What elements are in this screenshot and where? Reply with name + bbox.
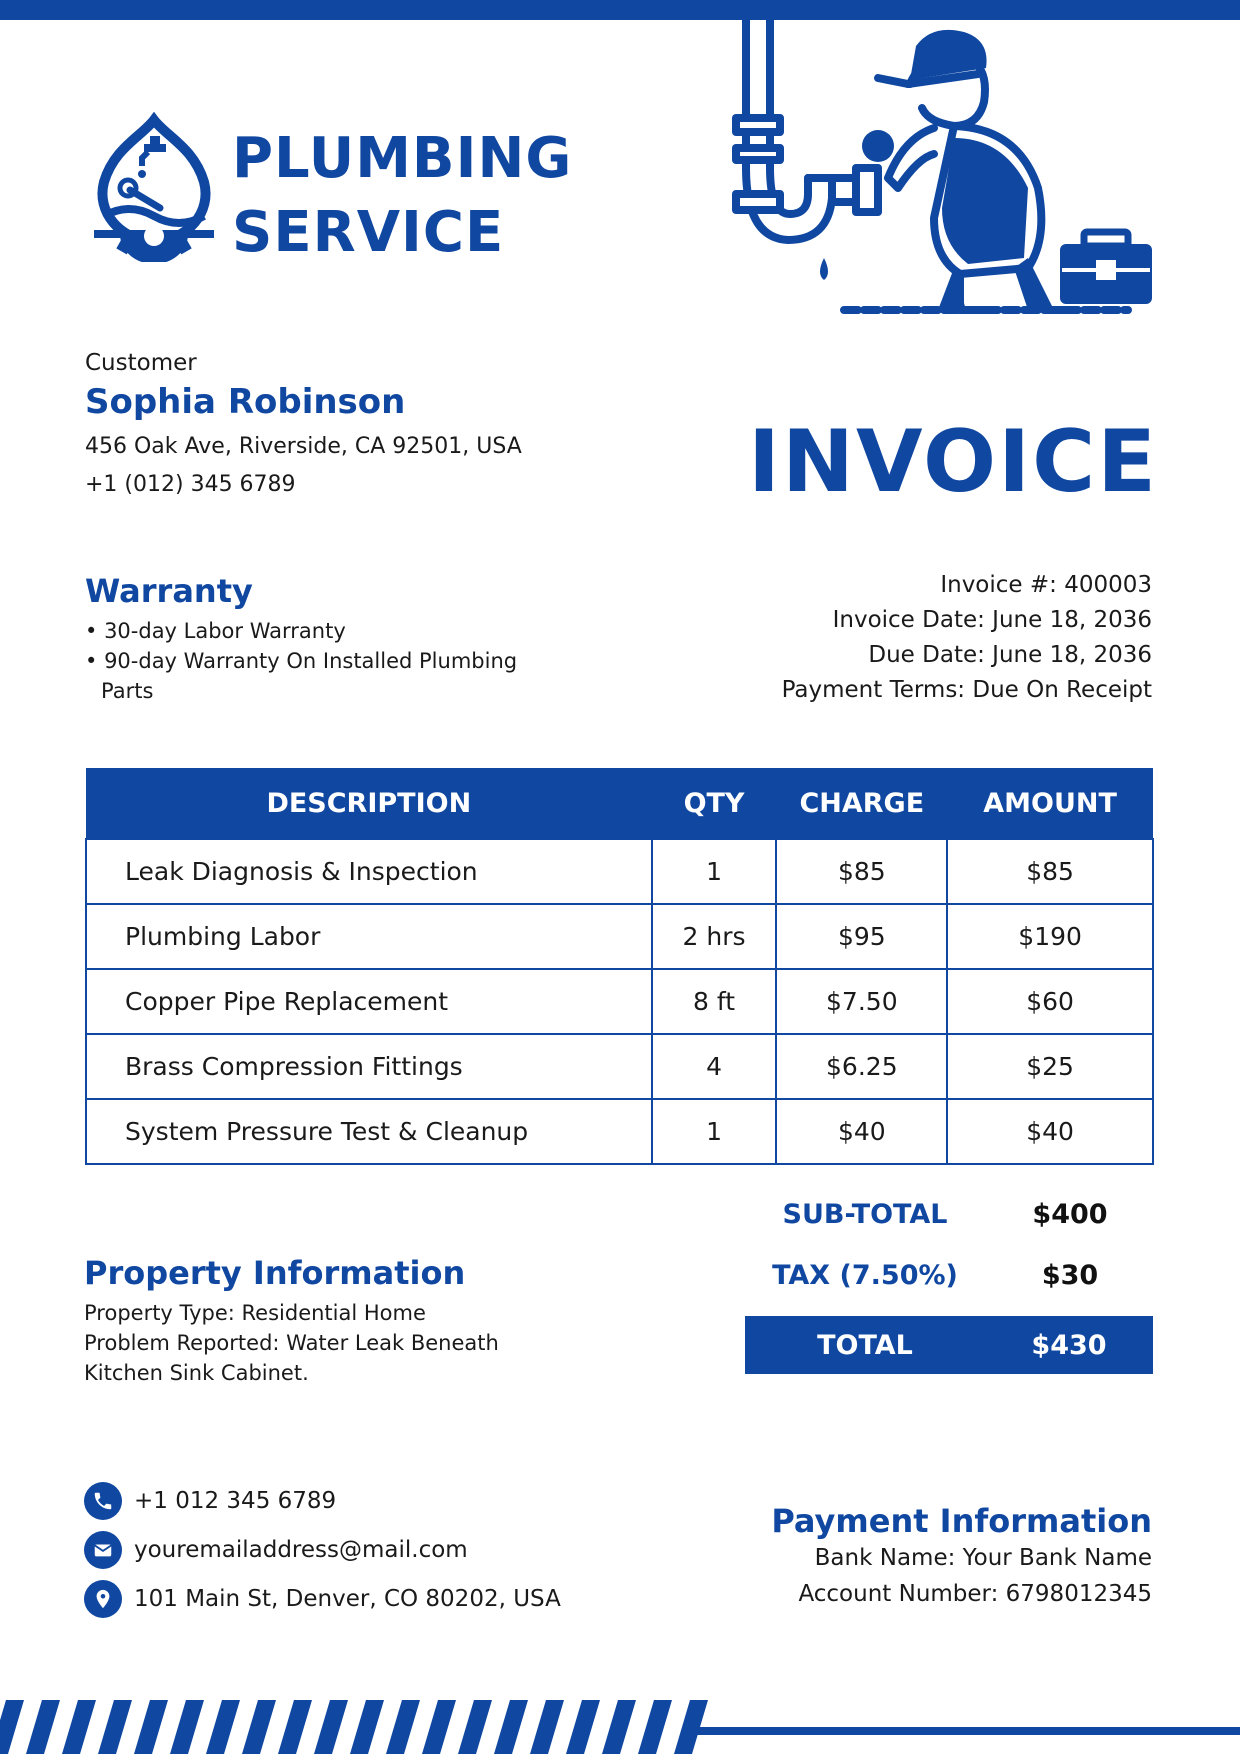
- account-number: Account Number: 6798012345: [798, 1581, 1152, 1607]
- item-charge: $7.50: [776, 969, 947, 1034]
- table-row: [86, 839, 1153, 904]
- item-charge: $6.25: [776, 1034, 947, 1099]
- table-row: [86, 969, 1153, 1034]
- total-row: [745, 1316, 1153, 1374]
- item-qty: 4: [652, 1034, 777, 1099]
- contact-email-row: [84, 1525, 561, 1574]
- subtotal-value: $400: [1032, 1198, 1108, 1230]
- item-description: Brass Compression Fittings: [86, 1034, 652, 1099]
- stripe: [206, 1700, 240, 1754]
- item-qty: 1: [652, 1099, 777, 1164]
- subtotal-row: [735, 1194, 1145, 1234]
- phone-icon: [84, 1482, 122, 1520]
- table-row: [86, 1099, 1153, 1164]
- stripe: [530, 1700, 564, 1754]
- stripe: [98, 1700, 132, 1754]
- stripe: [386, 1700, 420, 1754]
- payment-title: Payment Information: [771, 1502, 1152, 1540]
- header-description: DESCRIPTION: [86, 768, 652, 839]
- item-qty: 1: [652, 839, 777, 904]
- problem-reported: Problem Reported: Water Leak Beneath Kitchen Sink Cabinet.: [84, 1331, 499, 1385]
- table-row: [86, 904, 1153, 969]
- tax-row: [735, 1255, 1145, 1295]
- contact-block: [84, 1476, 561, 1623]
- stripe: [350, 1700, 384, 1754]
- stripe: [422, 1700, 456, 1754]
- invoice-date: Invoice Date: June 18, 2036: [832, 607, 1152, 633]
- item-amount: $60: [947, 969, 1153, 1034]
- contact-phone[interactable]: +1 012 345 6789: [134, 1487, 337, 1514]
- payment-terms: Payment Terms: Due On Receipt: [781, 677, 1152, 703]
- item-charge: $85: [776, 839, 947, 904]
- house-drop-wrench-gear-icon: [84, 112, 224, 262]
- bottom-stripe-decoration: [0, 1700, 1240, 1754]
- invoice-number: Invoice #: 400003: [940, 572, 1152, 598]
- warranty-title: Warranty: [85, 572, 253, 610]
- customer-label: Customer: [85, 350, 197, 376]
- stripe: [134, 1700, 168, 1754]
- customer-block: [85, 350, 645, 498]
- due-date: Due Date: June 18, 2036: [868, 642, 1152, 668]
- stripe: [242, 1700, 276, 1754]
- customer-phone: +1 (012) 345 6789: [85, 472, 296, 497]
- stripe: [62, 1700, 96, 1754]
- property-block: [84, 1254, 554, 1388]
- total-label: TOTAL: [817, 1329, 913, 1361]
- stripe: [170, 1700, 204, 1754]
- customer-address: 456 Oak Ave, Riverside, CA 92501, USA: [85, 434, 522, 459]
- item-description: System Pressure Test & Cleanup: [86, 1099, 652, 1164]
- invoice-title: INVOICE: [748, 412, 1158, 512]
- stripe: [638, 1700, 672, 1754]
- stripe: [314, 1700, 348, 1754]
- property-type: Property Type: Residential Home: [84, 1301, 426, 1325]
- item-amount: $85: [947, 839, 1153, 904]
- tax-value: $30: [1041, 1259, 1099, 1291]
- warranty-item: • 30-day Labor Warranty: [85, 616, 545, 646]
- line-items-table: [85, 768, 1154, 1165]
- item-description: Leak Diagnosis & Inspection: [86, 839, 652, 904]
- header-charge: CHARGE: [776, 768, 947, 839]
- item-qty: 2 hrs: [652, 904, 777, 969]
- stripe: [602, 1700, 636, 1754]
- item-charge: $95: [776, 904, 947, 969]
- table-header-row: [86, 768, 1153, 839]
- stripe: [278, 1700, 312, 1754]
- item-amount: $190: [947, 904, 1153, 969]
- subtotal-label: SUB-TOTAL: [782, 1198, 948, 1230]
- brand-line-1: PLUMBING: [232, 126, 573, 191]
- location-pin-icon: [84, 1580, 122, 1618]
- stripe: [566, 1700, 600, 1754]
- stripe: [458, 1700, 492, 1754]
- contact-email[interactable]: youremailaddress@mail.com: [134, 1536, 468, 1563]
- item-qty: 8 ft: [652, 969, 777, 1034]
- bank-name: Bank Name: Your Bank Name: [814, 1545, 1152, 1571]
- customer-name: Sophia Robinson: [85, 382, 406, 422]
- invoice-meta: [782, 568, 1152, 708]
- item-description: Copper Pipe Replacement: [86, 969, 652, 1034]
- table-row: [86, 1034, 1153, 1099]
- top-accent-bar: [0, 0, 1240, 20]
- total-value: $430: [1031, 1329, 1107, 1361]
- brand-name: [232, 122, 572, 270]
- header-amount: AMOUNT: [947, 768, 1153, 839]
- contact-address-row: [84, 1574, 561, 1623]
- item-amount: $25: [947, 1034, 1153, 1099]
- item-description: Plumbing Labor: [86, 904, 652, 969]
- stripe: [0, 1700, 24, 1754]
- property-title: Property Information: [84, 1254, 466, 1292]
- stripe: [26, 1700, 60, 1754]
- item-charge: $40: [776, 1099, 947, 1164]
- item-amount: $40: [947, 1099, 1153, 1164]
- header-qty: QTY: [652, 768, 777, 839]
- email-icon: [84, 1531, 122, 1569]
- brand-line-2: SERVICE: [232, 200, 505, 265]
- plumber-fixing-pipe-illustration: [728, 18, 1156, 334]
- warranty-list: [85, 616, 545, 706]
- payment-block: [771, 1502, 1152, 1612]
- warranty-item: • 90-day Warranty On Installed Plumbing Parts: [85, 646, 545, 706]
- warranty-block: [85, 572, 545, 706]
- stripe: [494, 1700, 528, 1754]
- contact-phone-row: [84, 1476, 561, 1525]
- contact-address: 101 Main St, Denver, CO 80202, USA: [134, 1585, 561, 1612]
- tax-label: TAX (7.50%): [772, 1259, 958, 1291]
